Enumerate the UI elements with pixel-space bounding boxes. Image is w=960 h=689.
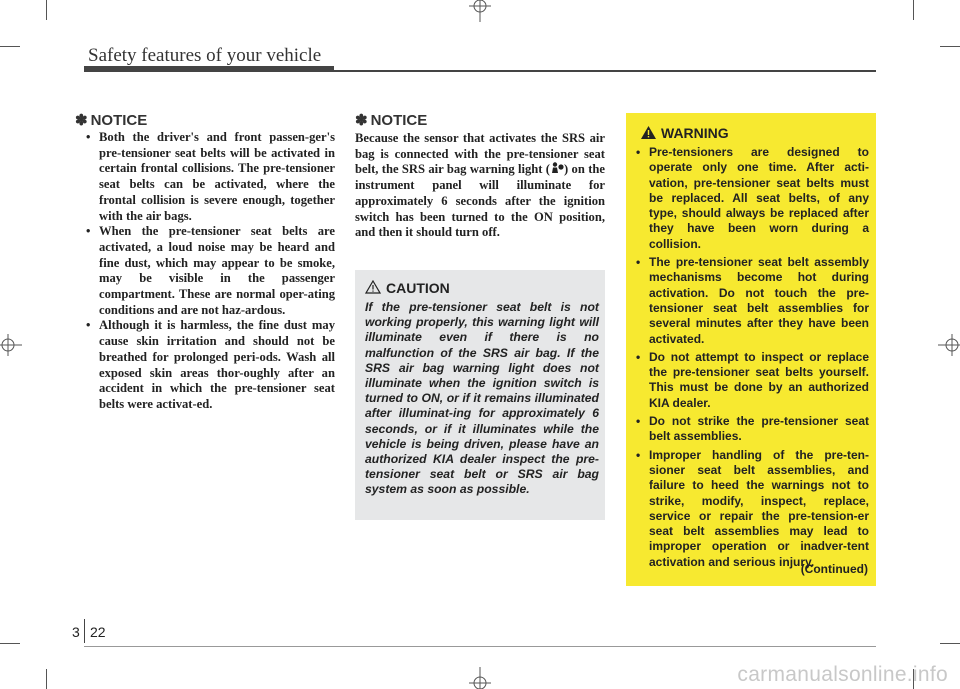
crop-mark xyxy=(46,0,47,20)
continued-label: (Continued) xyxy=(800,562,868,576)
registration-mark-icon xyxy=(469,0,491,22)
list-item: • When the pre-tensioner seat belts are activated, a loud noise may be heard and fine dust, which may appear to be smoke, may be visible in the passenger compartment. These are normal oper-ating conditions and are not haz-ardous. xyxy=(86,224,335,317)
watermark: carmanualsonline.info xyxy=(737,663,948,686)
crop-mark xyxy=(46,669,47,689)
warning-heading: WARNING xyxy=(640,125,729,141)
list-item: • The pre-tensioner seat belt assembly mechanisms become hot during activation. Do not touch the pre-tensioner seat belt assemblies for several minutes after they have been activated. xyxy=(636,255,869,346)
notice-body: Because the sensor that activates the SRS air bag is connected with the pre-tensioner seat belt, the SRS air bag warning light ( ) on the instrument panel will illuminate for approximately 6 seconds after the ignition switch has been turned to the ON position, and then it should turn off. xyxy=(355,131,605,240)
crop-mark xyxy=(940,46,960,47)
registration-mark-icon xyxy=(938,334,960,356)
crop-mark xyxy=(0,46,20,47)
registration-mark-icon xyxy=(469,667,491,689)
crop-mark xyxy=(940,643,960,644)
footer-rule xyxy=(84,646,876,647)
airbag-warning-icon xyxy=(550,162,564,174)
star-icon: ✽ xyxy=(355,112,368,129)
chapter-number: 3 xyxy=(72,624,80,640)
registration-mark-icon xyxy=(0,334,22,356)
list-item: • Improper handling of the pre-ten-sioner seat belt assemblies, and failure to heed the warnings not to strike, modify, inspect, replace, service or repair the pre-tension-er seat belt assemblies may lead to improper operation or inadver-tent activation and serious injury. xyxy=(636,447,869,569)
caution-heading: CAUTION xyxy=(365,280,450,296)
notice-heading: ✽ NOTICE xyxy=(355,112,428,129)
crop-mark xyxy=(913,0,914,20)
list-item: • Pre-tensioners are designed to operate only one time. After acti-vation, pre-tensioner seat belts must be replaced. All seat belts, of any type, should always be replaced after they have been worn during a collision. xyxy=(636,145,869,251)
star-icon: ✽ xyxy=(75,112,88,129)
notice-list xyxy=(75,130,335,413)
warning-list xyxy=(636,145,869,573)
warning-box xyxy=(626,113,876,586)
list-item: • Do not strike the pre-tensioner seat belt assemblies. xyxy=(636,414,869,444)
notice-body xyxy=(75,130,335,413)
caution-box xyxy=(355,270,605,520)
list-item: • Do not attempt to inspect or replace the pre-tensioner seat belts yourself. This must be done by an authorized KIA dealer. xyxy=(636,349,869,410)
page-number-divider xyxy=(84,619,85,643)
page-number: 22 xyxy=(90,624,106,640)
page-header-title: Safety features of your vehicle xyxy=(88,45,322,66)
list-item: • Both the driver's and front passen-ger's pre-tensioner seat belts will be activated in certain frontal collisions. The pre-tensioner seat belts can be activated, where the frontal collision is severe enough, together with the air bags. xyxy=(86,130,335,223)
list-item: • Although it is harmless, the fine dust may cause skin irritation and should not be breathed for prolonged peri-ods. Wash all exposed skin areas thor-oughly after an accident in which the pre-tensioner seat belts were activat-ed. xyxy=(86,318,335,411)
notice-heading: ✽ NOTICE xyxy=(75,112,148,129)
caution-text: If the pre-tensioner seat belt is not working properly, this warning light will illuminate even if there is no malfunction of the SRS air bag. If the SRS air bag warning light does not illuminate when the ignition switch is turned to ON, or if it remains illuminated after illuminat-ing for approximately 6 seconds, or if it illuminates while the vehicle is being driven, please have an authorized KIA dealer inspect the pre-tensioner seat belt or SRS air bag system as soon as possible. xyxy=(365,300,599,497)
warning-triangle-icon xyxy=(365,280,381,294)
crop-mark xyxy=(0,643,20,644)
header-rule xyxy=(84,66,334,72)
warning-triangle-icon xyxy=(640,125,657,140)
header-rule xyxy=(334,70,876,72)
